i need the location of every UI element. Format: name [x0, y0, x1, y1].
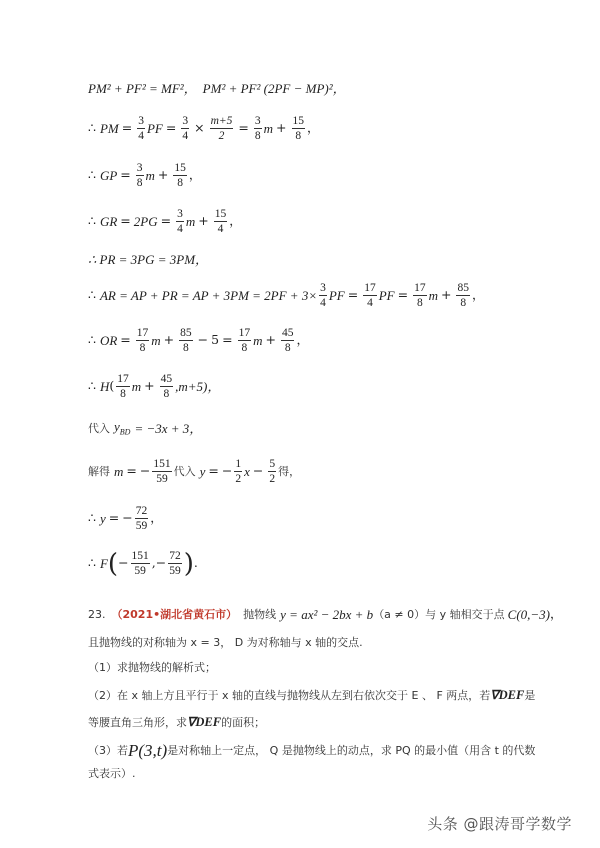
fraction: $\frac{151}{59}$	[131, 550, 149, 578]
fraction: $\frac{17}{8}$	[238, 327, 251, 355]
part-1-text: （1）求抛物线的解析式；	[88, 661, 216, 674]
chinese-text: 且抛物线的对称轴为 x = 3， D 为对称轴与 x 轴的交点.	[88, 636, 363, 649]
fraction: $\frac{3}{4}$	[177, 208, 183, 236]
chinese-text: 的面积；	[221, 715, 266, 729]
point-label: H	[99, 379, 110, 395]
fraction: $\frac{45}{8}$	[160, 373, 173, 401]
fraction: $\frac{3}{4}$	[320, 282, 326, 310]
equation-ar: AR = AP + PR = AP + 3PM = 2PF + 3×	[99, 288, 318, 304]
solution-line-9: 代入 $y_{BD}$ = −3x + 3，	[88, 419, 203, 437]
point-p: P(3,t)	[128, 741, 168, 760]
fraction: $\frac{m+5}{2}$	[210, 115, 233, 143]
chinese-text: 是	[524, 688, 536, 702]
equation-bd: = −3x + 3，	[134, 420, 203, 436]
fraction: $\frac{72}{59}$	[135, 505, 148, 533]
fraction: $\frac{15}{8}$	[174, 162, 186, 190]
term: GR	[99, 214, 118, 230]
solution-line-1	[88, 82, 346, 95]
solution-line-5	[88, 253, 208, 266]
therefore-symbol: ∴	[88, 213, 96, 229]
fraction: $\frac{3}{8}$	[254, 115, 261, 143]
therefore-symbol: ∴	[88, 510, 96, 526]
fraction: $\frac{85}{8}$	[457, 282, 469, 310]
term: GP	[99, 168, 118, 184]
fraction: $\frac{45}{8}$	[281, 327, 294, 355]
equation-pr: ∴ PR = 3PG = 3PM，	[88, 252, 209, 267]
fraction: $\frac{85}{8}$	[180, 327, 192, 355]
equation-pythagoras: PM² + PF² = MF²，	[88, 81, 197, 96]
solution-line-3: ∴ GP = $\frac{3}{8}$ m + $\frac{15}{8}$ ，	[88, 162, 202, 190]
parabola-equation: y = ax² − 2bx + b	[280, 607, 374, 622]
question-part-3	[88, 742, 535, 759]
part-3-text: （3）若	[88, 744, 128, 757]
fraction: $\frac{17}{4}$	[364, 282, 376, 310]
fraction: $\frac{1}{2}$	[235, 458, 242, 486]
question-part-2	[88, 689, 535, 702]
chinese-text: 与 y 轴相交于点	[425, 608, 505, 621]
therefore-symbol: ∴	[88, 332, 96, 348]
chinese-text: 代入	[88, 421, 110, 435]
solution-line-10: 解得 m = − $\frac{151}{59}$ 代入 y = − $\frac{1}{2}$ x − $\frac{5}{2}$ 得，	[88, 458, 301, 486]
point-c: C(0,−3)	[507, 607, 551, 622]
fraction: $\frac{151}{59}$	[153, 458, 171, 486]
question-part-2-cont	[88, 716, 265, 729]
fraction: $\frac{15}{4}$	[214, 208, 227, 236]
term: PM	[99, 121, 119, 137]
watermark: 头条 @跟涛哥学数学	[427, 815, 572, 833]
term: OR	[99, 333, 118, 349]
solution-line-11: ∴ y = − $\frac{72}{59}$ ，	[88, 505, 163, 533]
chinese-text: 是对称轴上一定点， Q 是抛物线上的动点，求 PQ 的最小值（用含 t 的代数	[167, 744, 536, 757]
fraction: $\frac{5}{2}$	[269, 458, 276, 486]
solution-line-7: ∴ OR = $\frac{17}{8}$ m + $\frac{85}{8}$ − 5 = $\frac{17}{8}$ m + $\frac{45}{8}$ ，	[88, 327, 309, 355]
triangle-def: ∇DEF	[490, 688, 525, 702]
point-label: F	[99, 556, 108, 572]
term: ,m+5)，	[175, 379, 221, 395]
fraction: $\frac{17}{8}$	[414, 282, 426, 310]
chinese-text: 等腰直角三角形，求	[88, 715, 187, 729]
fraction: $\frac{17}{8}$	[117, 373, 129, 401]
therefore-symbol: ∴	[88, 120, 96, 136]
triangle-def: ∇DEF	[187, 715, 222, 729]
equation-substitution: PM² + PF² (2PF − MP)²，	[202, 81, 346, 96]
chinese-text: 抛物线	[243, 608, 277, 621]
question-part-1	[88, 662, 216, 673]
fraction: $\frac{72}{59}$	[169, 550, 181, 578]
solution-line-4: ∴ GR = 2PG = $\frac{3}{4}$ m + $\frac{15}{4}$ ，	[88, 208, 242, 236]
solution-line-6: ∴ AR = AP + PR = AP + 3PM = 2PF + 3× $\frac{3}{4}$ PF = $\frac{17}{4}$ PF = $\frac{17}{8}$ m + $\frac{85}{8}$ ，	[88, 282, 485, 310]
question-line-2	[88, 637, 363, 648]
fraction: $\frac{17}{8}$	[136, 327, 149, 355]
chinese-text: 解得	[88, 465, 110, 479]
therefore-symbol: ∴	[88, 378, 96, 394]
fraction: $\frac{3}{4}$	[138, 115, 144, 143]
fraction: $\frac{3}{8}$	[136, 162, 143, 190]
fraction: $\frac{15}{8}$	[292, 115, 305, 143]
fraction: $\frac{3}{4}$	[182, 115, 189, 143]
chinese-text: 得，	[278, 465, 301, 479]
therefore-symbol: ∴	[88, 167, 96, 183]
chinese-text: 代入	[173, 465, 196, 479]
term: PF	[146, 121, 163, 137]
question-number: 23.	[88, 608, 106, 621]
question-part-3-cont	[88, 768, 136, 779]
therefore-symbol: ∴	[88, 555, 96, 571]
chinese-text: 式表示）.	[88, 767, 136, 780]
question-source: （2021•湖北省黄石市）	[111, 608, 238, 621]
part-2-text: （2）在 x 轴上方且平行于 x 轴的直线与抛物线从左到右依次交于 E 、 F 两点，若	[88, 688, 491, 702]
solution-line-2: ∴ PM = $\frac{3}{4}$ PF = $\frac{3}{4}$ × $\frac{m+5}{2}$ = $\frac{3}{8}$ m + $\frac{15}{8}$ ，	[88, 115, 320, 143]
question-header: 23. （2021•湖北省黄石市） 抛物线 y = ax² − 2bx + b （a ≠ 0） 与 y 轴相交于点 C(0,−3) ，	[88, 606, 563, 622]
solution-line-8: ∴ H ( $\frac{17}{8}$ m + $\frac{45}{8}$ ,m+5)，	[88, 373, 221, 401]
therefore-symbol: ∴	[88, 287, 96, 303]
term: 2PG	[133, 214, 158, 230]
solution-line-12: ∴ F ( − $\frac{151}{59}$ ,− $\frac{72}{59}$ ) .	[88, 548, 198, 579]
condition: （a ≠ 0）	[373, 608, 426, 621]
